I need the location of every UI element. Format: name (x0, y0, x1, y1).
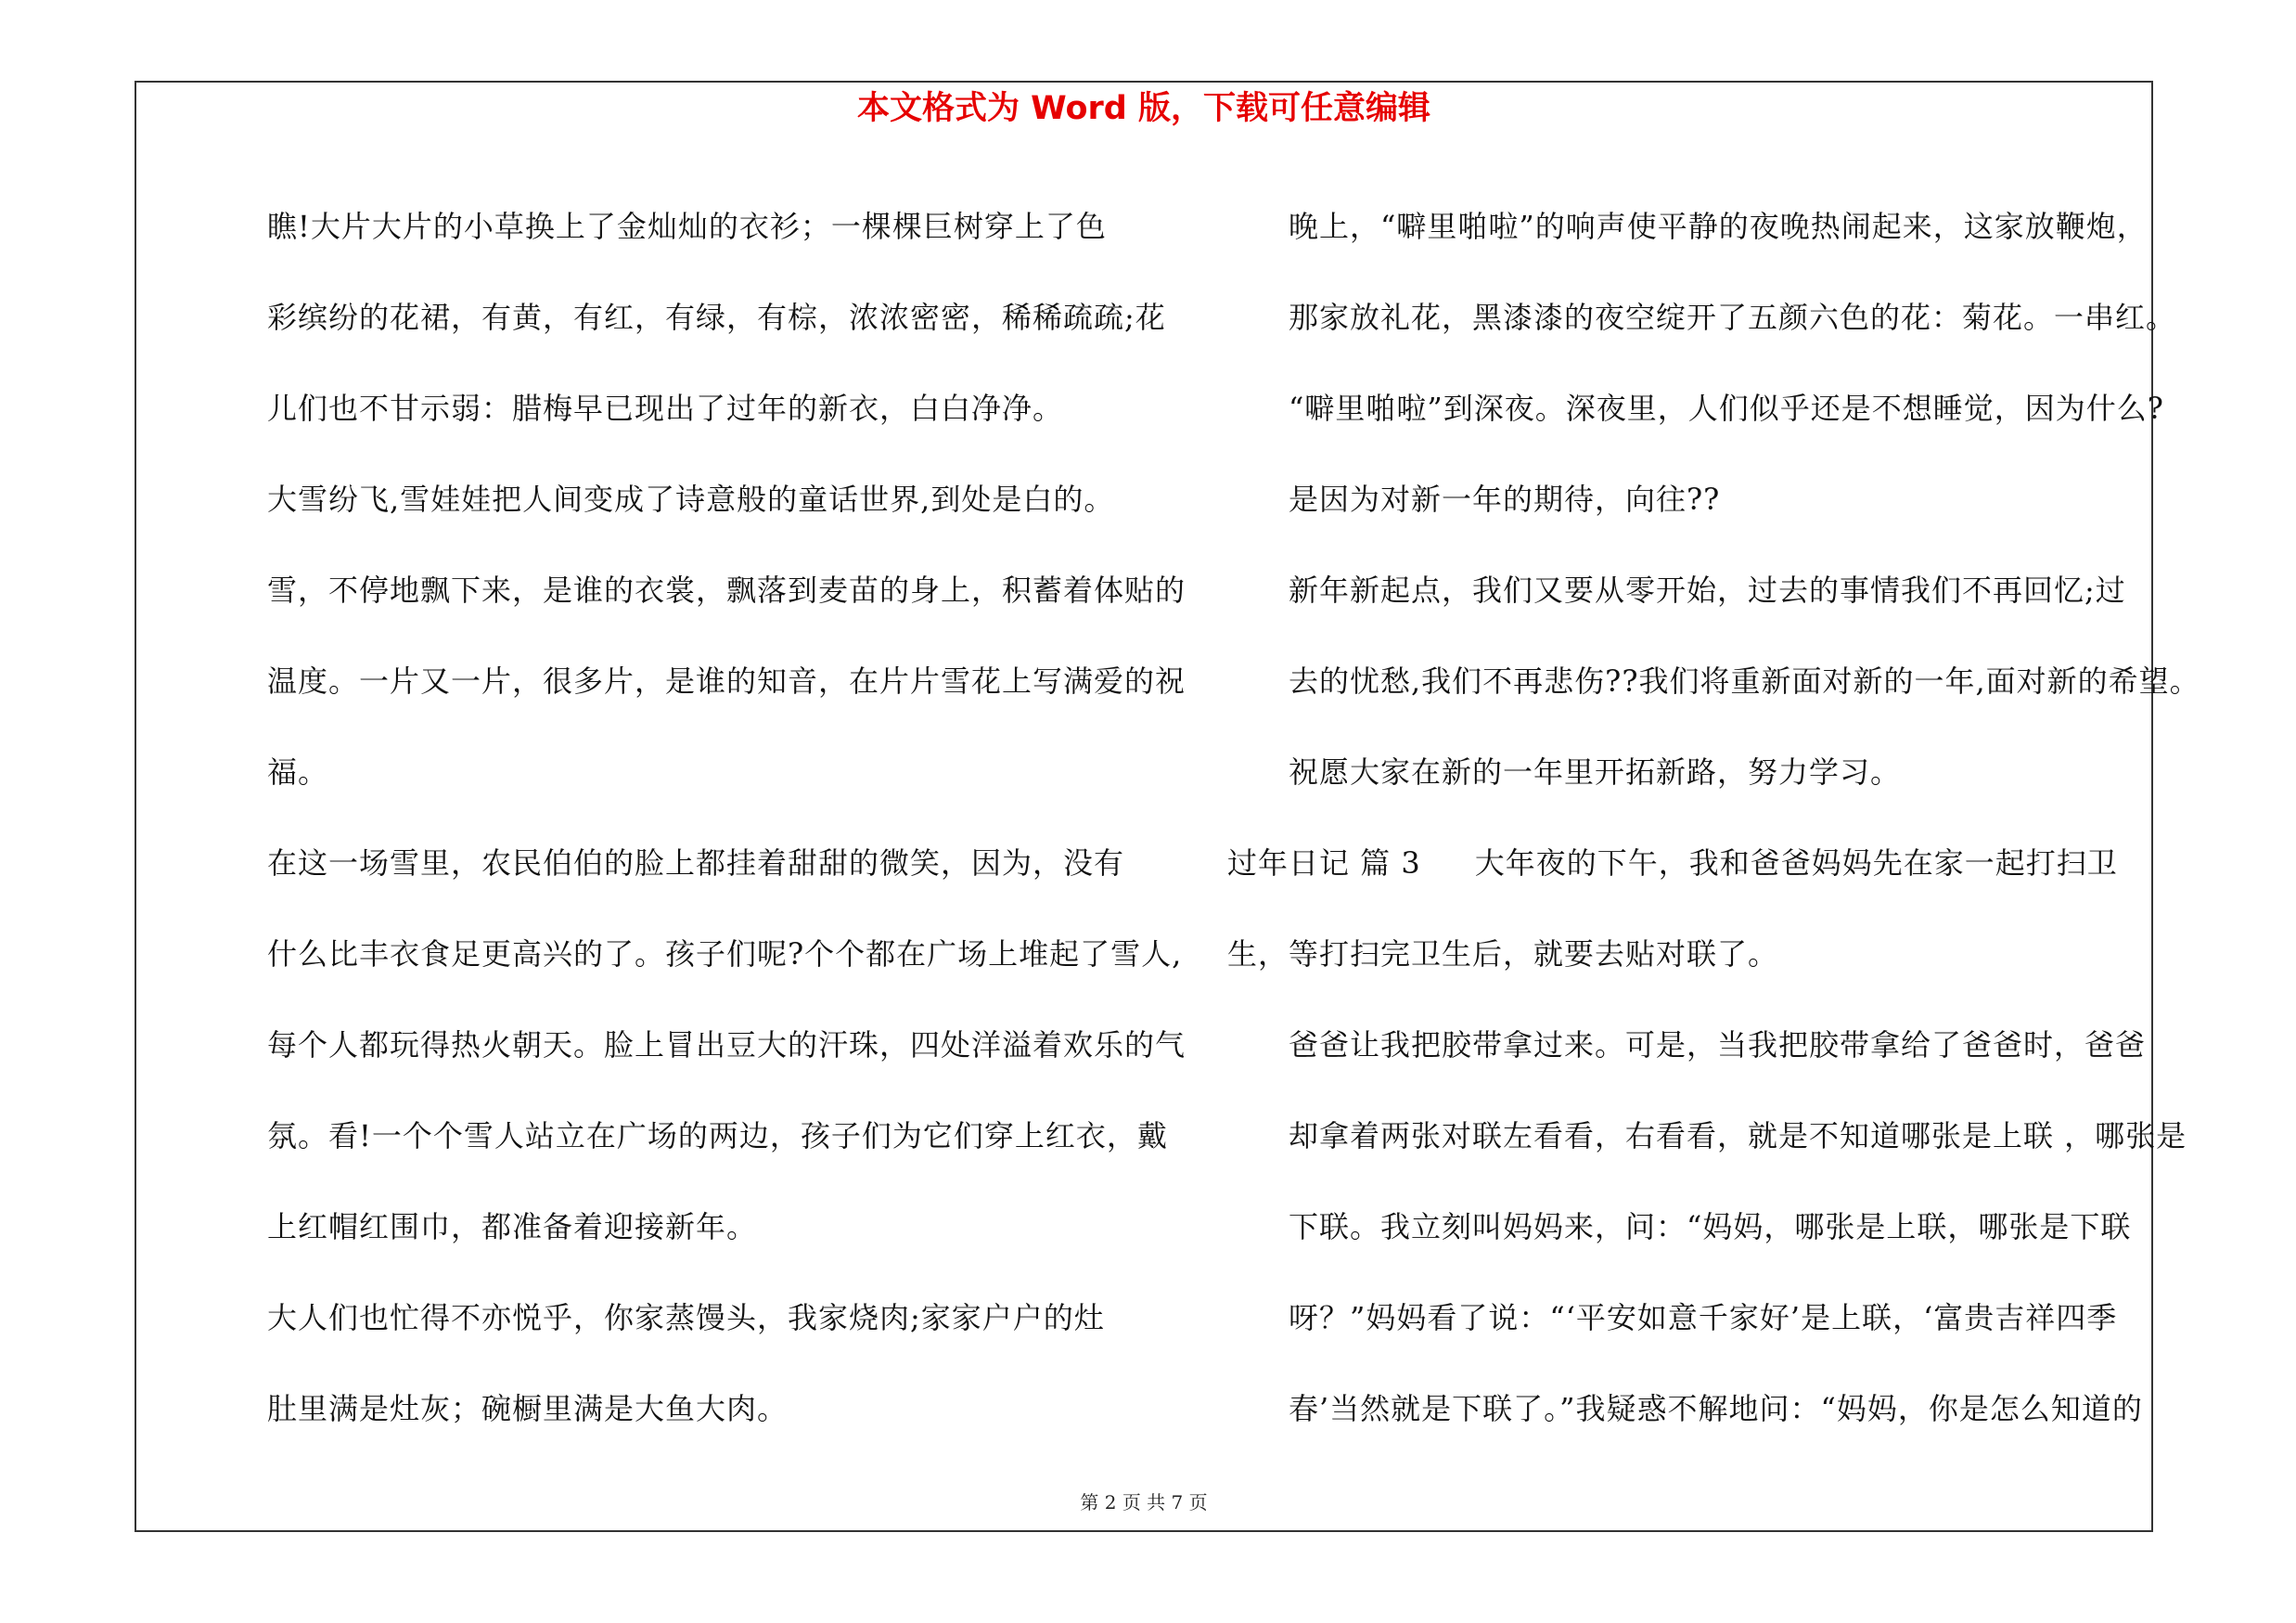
paragraph (1227, 181, 2177, 545)
right-text-column (1227, 181, 2200, 1454)
text-line: 去的忧愁,我们不再悲伤??我们将重新面对新的一年,面对新的希望。 (1289, 663, 2200, 699)
text-line: 在这一场雪里，农民伯伯的脸上都挂着甜甜的微笑，因为，没有 (267, 845, 1125, 881)
text-line: 是因为对新一年的期待，向往?? (1289, 482, 1721, 517)
text-line: 福。 (267, 754, 329, 790)
text-line: 晚上，“噼里啪啦”的响声使平静的夜晚热闹起来，这家放鞭炮， (1289, 209, 2148, 244)
text-line: 每个人都玩得热火朝天。脸上冒出豆大的汗珠，四处洋溢着欢乐的气 (267, 1027, 1186, 1063)
paragraph (206, 818, 1186, 1272)
text-line: 生，等打扫完卫生后，就要去贴对联了。 (1227, 936, 1779, 972)
page-number: 第 2 页 共 7 页 (1080, 1491, 1208, 1514)
text-line: 呀？”妈妈看了说：“‘平安如意千家好’是上联，‘富贵吉祥四季 (1289, 1300, 2118, 1335)
text-line: 新年新起点，我们又要从零开始，过去的事情我们不再回忆;过 (1289, 573, 2126, 608)
text-line: 爸爸让我把胶带拿过来。可是，当我把胶带拿给了爸爸时，爸爸 (1289, 1027, 2147, 1063)
paragraph (206, 454, 1186, 818)
text-line: “噼里啪啦”到深夜。深夜里，人们似乎还是不想睡觉，因为什么? (1289, 391, 2164, 426)
paragraph (206, 1272, 1124, 1454)
text-line: 大年夜的下午，我和爸爸妈妈先在家一起打扫卫 (1474, 845, 2118, 881)
paragraph (1227, 999, 2187, 1454)
text-line: 春’当然就是下联了。”我疑惑不解地问：“妈妈，你是怎么知道的 (1289, 1391, 2143, 1426)
text-line: 雪，不停地飘下来，是谁的衣裳，飘落到麦苗的身上，积蓄着体贴的 (267, 573, 1186, 608)
word-format-banner: 本文格式为 Word 版，下载可任意编辑 (856, 90, 1431, 127)
section-title: 过年日记 篇 3 (1227, 845, 1421, 881)
text-line: 大雪纷飞,雪娃娃把人间变成了诗意般的童话世界,到处是白的。 (267, 482, 1115, 517)
text-line: 上红帽红围巾，都准备着迎接新年。 (267, 1209, 758, 1244)
text-line: 瞧!大片大片的小草换上了金灿灿的衣衫；一棵棵巨树穿上了色 (267, 209, 1107, 244)
text-line: 下联。我立刻叫妈妈来，问：“妈妈，哪张是上联，哪张是下联 (1289, 1209, 2132, 1244)
section-heading-line (1227, 818, 2146, 908)
left-text-column (206, 181, 1186, 1454)
paragraph (1227, 727, 2146, 818)
text-line: 那家放礼花，黑漆漆的夜空绽开了五颜六色的花：菊花。一串红。 (1289, 300, 2177, 335)
text-line: 儿们也不甘示弱：腊梅早已现出了过年的新衣，白白净净。 (267, 391, 1064, 426)
text-line: 温度。一片又一片，很多片，是谁的知音，在片片雪花上写满爱的祝 (267, 663, 1186, 699)
text-line: 什么比丰衣食足更高兴的了。孩子们呢?个个都在广场上堆起了雪人, (267, 936, 1183, 972)
text-line: 氛。看!一个个雪人站立在广场的两边，孩子们为它们穿上红衣，戴 (267, 1118, 1168, 1153)
text-line: 大人们也忙得不亦悦乎，你家蒸馒头，我家烧肉;家家户户的灶 (267, 1300, 1105, 1335)
text-line: 肚里满是灶灰；碗橱里满是大鱼大肉。 (267, 1391, 789, 1426)
section-paragraph (1227, 818, 2146, 999)
text-line: 祝愿大家在新的一年里开拓新路，努力学习。 (1289, 754, 1902, 790)
paragraph (1227, 545, 2200, 727)
text-line: 却拿着两张对联左看看，右看看，就是不知道哪张是上联 ，哪张是 (1289, 1118, 2187, 1153)
text-line: 彩缤纷的花裙，有黄，有红，有绿，有棕，浓浓密密，稀稀疏疏;花 (267, 300, 1166, 335)
paragraph (206, 181, 1166, 454)
